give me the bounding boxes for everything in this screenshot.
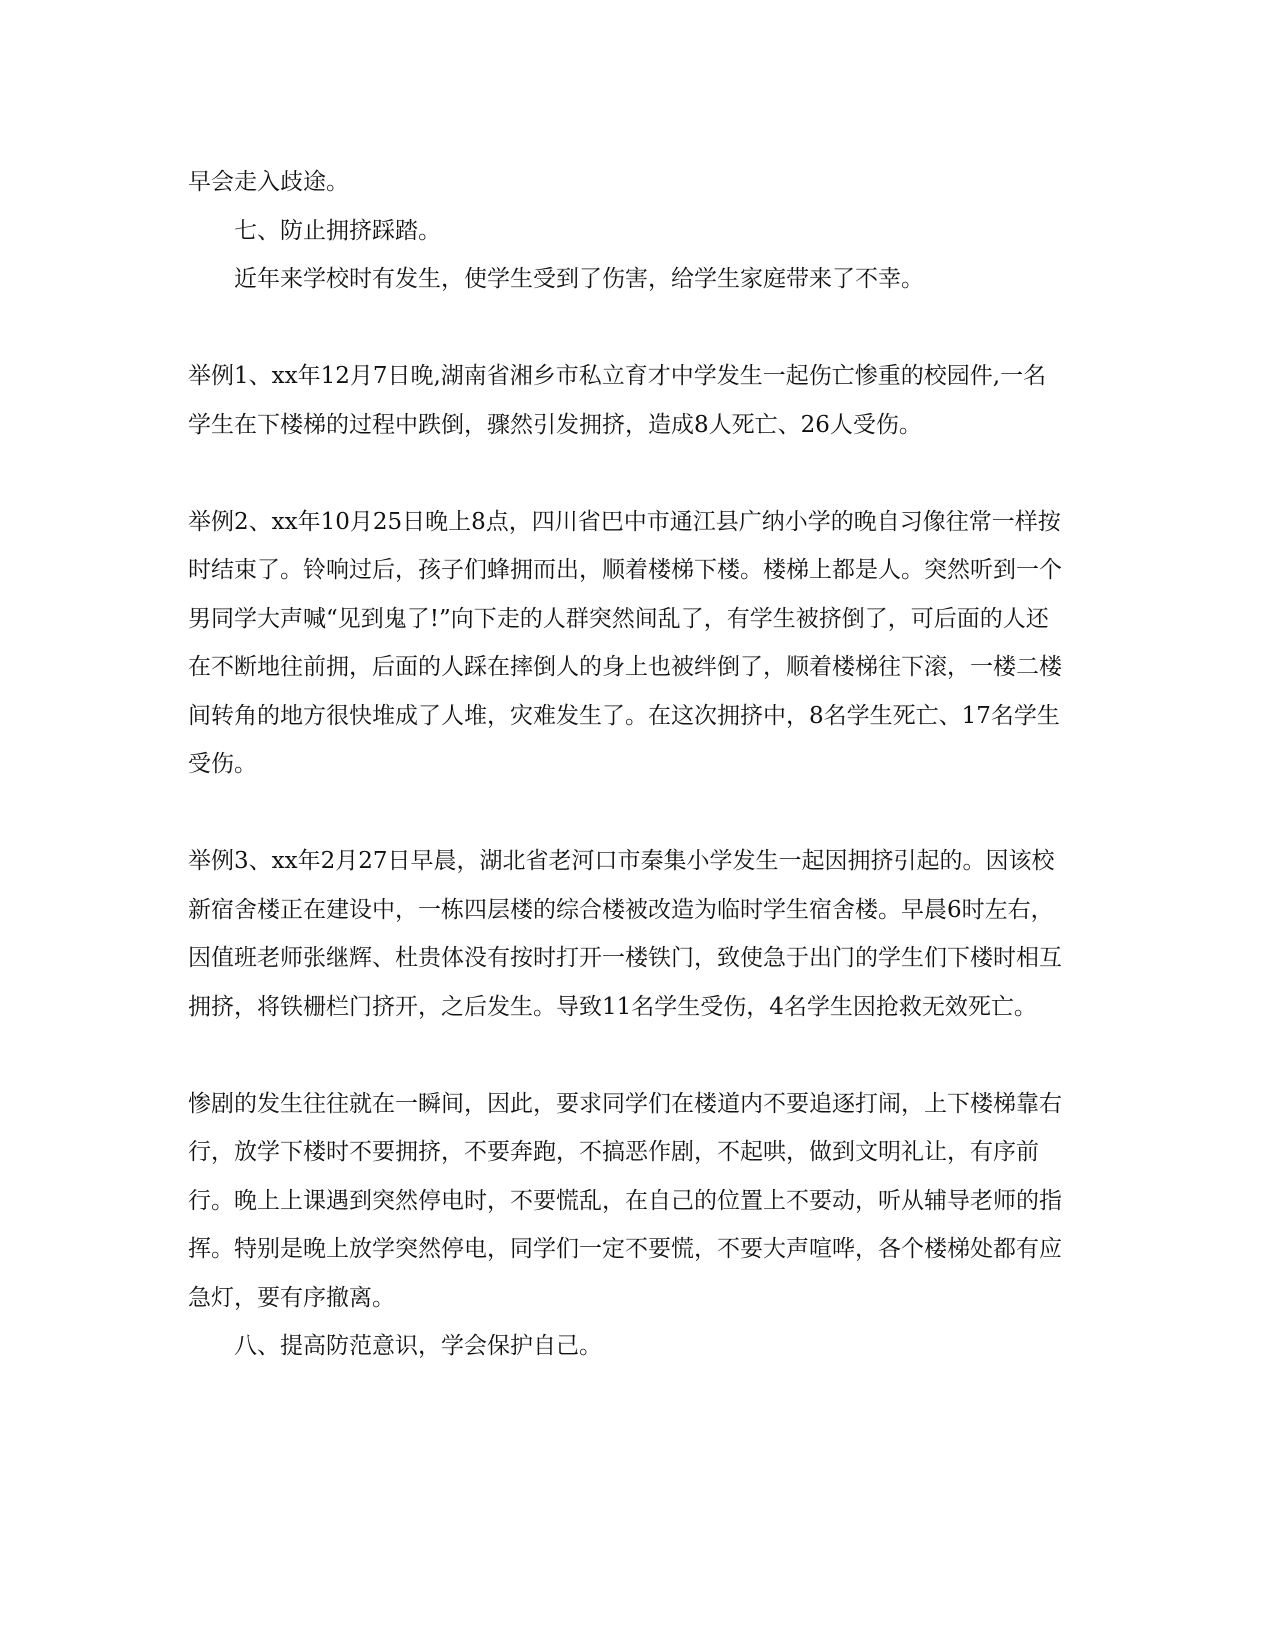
- section-heading-eight: 八、提高防范意识，学会保护自己。: [234, 1333, 602, 1359]
- paragraph-continuation: 早会走入歧途。: [188, 169, 349, 195]
- document-body: [188, 158, 1068, 1371]
- example-2-paragraph: 举例2、xx年10月25日晚上8点，四川省巴中市通江县广纳小学的晚自习像往常一样按时结束了。铃响过后，孩子们蜂拥而出，顺着楼梯下楼。楼梯上都是人。突然听到一个男同学大声喊“见到鬼了!”向下走的人群突然间乱了，有学生被挤倒了，可后面的人还在不断地往前拥，后面的人踩在摔倒人的身上也被绊倒了，顺着楼梯往下滚，一楼二楼间转角的地方很快堆成了人堆，灾难发生了。在这次拥挤中，8名学生死亡、17名学生受伤。: [188, 508, 1062, 777]
- example-3-paragraph: 举例3、xx年2月27日早晨，湖北省老河口市秦集小学发生一起因拥挤引起的。因该校新宿舍楼正在建设中，一栋四层楼的综合楼被改造为临时学生宿舍楼。早晨6时左右，因值班老师张继辉、杜贵体没有按时打开一楼铁门，致使急于出门的学生们下楼时相互拥挤，将铁栅栏门挤开，之后发生。导致11名学生受伤，4名学生因抢救无效死亡。: [188, 848, 1062, 1020]
- example-1-paragraph: 举例1、xx年12月7日晚,湖南省湘乡市私立育才中学发生一起伤亡惨重的校园件,一名学生在下楼梯的过程中跌倒，骤然引发拥挤，造成8人死亡、26人受伤。: [188, 363, 1047, 438]
- safety-advice-paragraph: 惨剧的发生往往就在一瞬间，因此，要求同学们在楼道内不要追逐打闹，上下楼梯靠右行，放学下楼时不要拥挤，不要奔跑，不搞恶作剧，不起哄，做到文明礼让，有序前行。晚上上课遇到突然停电时，不要慌乱，在自己的位置上不要动，听从辅导老师的指挥。特别是晚上放学突然停电，同学们一定不要慌，不要大声喧哗，各个楼梯处都有应急灯，要有序撤离。: [188, 1090, 1062, 1311]
- section-heading-seven: 七、防止拥挤踩踏。: [234, 217, 441, 244]
- paragraph-intro: 近年来学校时有发生，使学生受到了伤害，给学生家庭带来了不幸。: [234, 266, 924, 292]
